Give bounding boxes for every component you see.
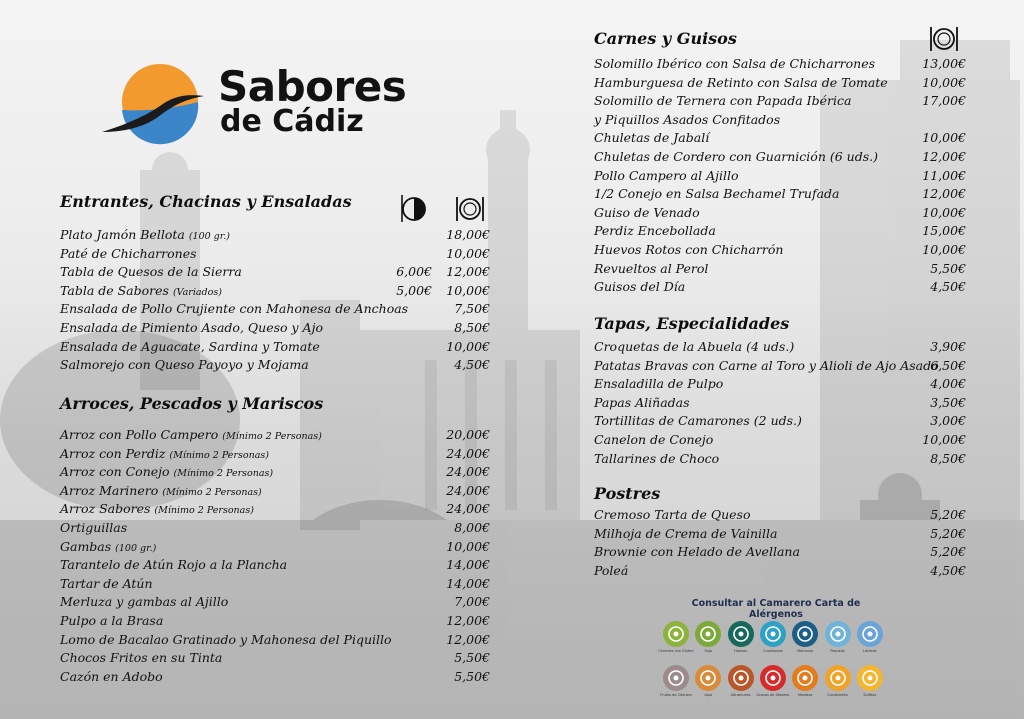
menu-item-title: Merluza y gambas al Ajillo <box>60 594 229 610</box>
allergen-label: Mostaza <box>797 693 813 697</box>
menu-item-title: Hamburguesa de Retinto con Salsa de Tomate <box>594 74 888 90</box>
menu-item-name <box>594 185 839 203</box>
menu-item <box>594 506 966 524</box>
menu-item-price: 10,00€ <box>922 204 966 220</box>
menu-item-title: Chocos Fritos en su Tinta <box>60 650 223 666</box>
menu-item-title: y Piquillos Asados Confitados <box>594 111 781 127</box>
menu-item-title: Paté de Chicharrones <box>60 245 197 261</box>
menu-item-name <box>60 482 262 502</box>
menu-item-title: Arroz Sabores <box>60 501 151 517</box>
menu-item-price: 10,00€ <box>446 338 490 354</box>
menu-item-name <box>60 538 156 558</box>
menu-item-name <box>60 612 163 630</box>
menu-item-title: Ensalada de Aguacate, Sardina y Tomate <box>60 338 320 354</box>
menu-item-name <box>594 241 783 259</box>
menu-item-name <box>60 319 323 337</box>
menu-item-name <box>594 450 719 468</box>
menu-item <box>60 538 490 556</box>
menu-item <box>60 500 490 518</box>
menu-item <box>594 148 966 166</box>
menu-item-title: Arroz con Pollo Campero <box>60 427 219 442</box>
menu-item-name <box>60 556 287 574</box>
egg-icon <box>728 621 754 647</box>
menu-item-title: Pollo Campero al Ajillo <box>594 167 739 183</box>
menu-item <box>594 167 966 185</box>
menu-item-title: Guiso de Venado <box>594 204 700 220</box>
menu-item-price: 8,50€ <box>930 450 966 466</box>
menu-item-title: Arroz con Perdiz <box>60 445 166 461</box>
menu-item-price: 10,00€ <box>922 74 966 90</box>
menu-item-name <box>594 431 713 449</box>
menu-item <box>594 111 966 129</box>
menu-item <box>594 525 966 543</box>
menu-item-title: Tartar de Atún <box>60 575 153 591</box>
menu-item <box>60 426 490 444</box>
gluten-icon <box>663 621 689 647</box>
menu-item-price: 8,00€ <box>454 520 490 535</box>
menu-item-price: 6,50€ <box>930 357 966 373</box>
menu-item-price: 10,00€ <box>446 282 490 298</box>
menu-item-title: Chuletas de Cordero con Guarnición (6 uds.) <box>594 149 878 164</box>
section-title-tapas: Tapas, Especialidades <box>594 314 790 333</box>
menu-item-price: 17,00€ <box>922 93 966 109</box>
menu-item-price: 5,50€ <box>930 260 966 276</box>
section-title-carnes: Carnes y Guisos <box>594 29 737 48</box>
allergen-notice: Consultar al Camarero Carta de Alérgenos <box>691 598 861 620</box>
menu-item-price: 3,50€ <box>930 394 966 410</box>
celery-icon <box>695 665 721 691</box>
menu-item-price: 5,20€ <box>930 544 966 560</box>
menu-item-name <box>594 412 802 430</box>
menu-item-name <box>594 148 878 166</box>
menu-item-title: Ortiguillas <box>60 520 128 535</box>
menu-item <box>60 519 490 537</box>
section-title-postres: Postres <box>594 484 661 503</box>
menu-item <box>594 543 966 561</box>
crustacean-icon <box>760 621 786 647</box>
menu-item-name <box>60 445 269 465</box>
menu-item-price: 24,00€ <box>446 464 490 480</box>
menu-item-title: 1/2 Conejo en Salsa Bechamel Trufada <box>594 186 840 202</box>
menu-item-price: 12,00€ <box>446 264 490 280</box>
menu-item <box>594 375 966 393</box>
menu-item <box>60 482 490 500</box>
menu-item <box>594 55 966 73</box>
peanut-icon <box>825 665 851 691</box>
menu-item-title: Croquetas de la Abuela (4 uds.) <box>594 339 795 354</box>
menu-item-name <box>60 245 197 263</box>
menu-item-name <box>60 426 322 446</box>
menu-item <box>594 241 966 259</box>
menu-item-title: Poleá <box>594 562 629 578</box>
menu-item-title: Tabla de Quesos de la Sierra <box>60 264 242 280</box>
full-portion-icon <box>928 22 960 54</box>
menu-item-name <box>594 357 939 375</box>
menu-item <box>60 556 490 574</box>
menu-item-note: (Mínimo 2 Personas) <box>154 505 254 517</box>
menu-item-title: Perdiz Encebollada <box>594 223 716 239</box>
menu-item <box>60 445 490 463</box>
allergen-label: Lácteos <box>863 649 877 653</box>
menu-item-price: 24,00€ <box>446 482 490 498</box>
allergen-label: Huevos <box>734 649 748 653</box>
menu-item-price: 10,00€ <box>446 538 490 554</box>
menu-item-price: 4,00€ <box>930 376 966 392</box>
allergen-label: Altramuces <box>730 693 751 697</box>
menu-item-name <box>594 74 888 92</box>
menu-item <box>594 222 966 240</box>
menu-item-name <box>594 394 690 412</box>
menu-item <box>594 394 966 412</box>
section-title-arroces: Arroces, Pescados y Mariscos <box>60 394 324 413</box>
menu-item-name <box>594 55 875 73</box>
menu-item-name <box>60 338 320 356</box>
allergen-label: Sulfitos <box>863 693 877 697</box>
menu-item-price: 12,00€ <box>446 613 490 628</box>
menu-item-name <box>60 631 392 649</box>
menu-item-name <box>594 222 716 240</box>
lupin-icon <box>728 665 754 691</box>
menu-item <box>60 338 490 356</box>
menu-item-price: 14,00€ <box>446 575 490 591</box>
menu-item-name <box>60 356 309 374</box>
menu-item-title: Arroz Marinero <box>60 482 159 498</box>
menu-item-price: 12,00€ <box>922 186 966 202</box>
brand-name: Sabores <box>218 62 407 111</box>
menu-item-title: Pulpo a la Brasa <box>60 613 164 628</box>
menu-item-note: (Variados) <box>172 286 222 298</box>
menu-item-title: Arroz con Conejo <box>60 464 170 480</box>
menu-item-price: 12,00€ <box>446 631 490 647</box>
menu-item <box>60 593 490 611</box>
menu-item <box>60 463 490 481</box>
menu-item-price: 4,50€ <box>930 562 966 578</box>
menu-item-title: Guisos del Día <box>594 279 686 295</box>
sesame-icon <box>760 665 786 691</box>
menu-item-title: Tabla de Sabores <box>60 282 169 298</box>
menu-item-name <box>60 263 242 281</box>
menu-item-title: Lomo de Bacalao Gratinado y Mahonesa del Piquillo <box>60 631 392 647</box>
menu-item-name <box>594 204 700 222</box>
mustard-icon <box>792 665 818 691</box>
menu-item-name <box>60 519 127 537</box>
menu-item <box>594 338 966 356</box>
fish-icon <box>825 621 851 647</box>
menu-item-name <box>60 575 153 593</box>
menu-item-price: 7,50€ <box>454 301 490 317</box>
allergen-label: Crustáceos <box>763 649 783 653</box>
menu-item <box>60 356 490 374</box>
menu-item-note: (Mínimo 2 Personas) <box>169 449 269 461</box>
menu-item-name <box>60 463 273 483</box>
menu-item-note: (Mínimo 2 Personas) <box>162 486 262 498</box>
allergen-label: Cereales con Gluten <box>658 649 694 653</box>
menu-item-name <box>594 562 628 580</box>
allergen-label: Soja <box>704 649 713 653</box>
menu-item <box>60 668 490 686</box>
menu-item-title: Chuletas de Jabalí <box>594 130 710 146</box>
menu-item-price: 8,50€ <box>454 320 490 335</box>
menu-item-name <box>60 282 222 302</box>
menu-item-price: 3,90€ <box>930 339 966 354</box>
menu-item-half-price: 5,00€ <box>396 282 432 298</box>
menu-item-price: 5,20€ <box>930 525 966 541</box>
menu-item-price: 20,00€ <box>446 427 490 442</box>
menu-item-price: 5,50€ <box>454 668 490 684</box>
menu-item <box>594 450 966 468</box>
menu-item-note: (100 gr.) <box>115 542 157 554</box>
menu-item-note: (Mínimo 2 Personas) <box>173 468 274 480</box>
menu-item-name <box>60 226 230 246</box>
menu-item-price: 5,50€ <box>454 650 490 666</box>
menu-item <box>60 575 490 593</box>
half-portion-icon <box>398 192 430 224</box>
brand-location: de Cádiz <box>220 104 364 139</box>
menu-item-price: 14,00€ <box>446 557 490 573</box>
menu-item <box>60 631 490 649</box>
menu-item-price: 7,00€ <box>454 594 490 610</box>
allergen-label: Pescado <box>830 649 845 653</box>
menu-item-price: 3,00€ <box>930 413 966 429</box>
menu-item-price: 4,50€ <box>930 279 966 295</box>
menu-item-title: Cazón en Adobo <box>60 668 163 684</box>
allergen-label: Moluscos <box>797 649 814 653</box>
menu-item-title: Cremoso Tarta de Queso <box>594 507 751 522</box>
menu-item-title: Ensalada de Pimiento Asado, Queso y Ajo <box>60 320 323 335</box>
menu-item <box>594 74 966 92</box>
allergen-label: Apio <box>704 693 713 697</box>
brand-logo <box>100 60 430 150</box>
mollusc-icon <box>792 621 818 647</box>
menu-item <box>594 260 966 278</box>
menu-item <box>594 185 966 203</box>
menu-item-title: Papas Aliñadas <box>594 394 690 410</box>
menu-item <box>594 431 966 449</box>
menu-item-title: Solomillo Ibérico con Salsa de Chicharrones <box>594 56 875 71</box>
menu-item-title: Gambas <box>60 538 112 554</box>
menu-item <box>594 357 966 375</box>
allergen-label: Frutos de Cáscara <box>660 693 692 697</box>
menu-item-name <box>594 260 708 278</box>
menu-item-price: 4,50€ <box>454 357 490 373</box>
menu-item-price: 10,00€ <box>446 245 490 261</box>
menu-item-title: Ensalada de Pollo Crujiente con Mahonesa de Anchoas <box>60 301 409 317</box>
menu-item-price: 10,00€ <box>922 130 966 146</box>
menu-item-price: 13,00€ <box>922 56 966 71</box>
menu-item-name <box>60 300 408 318</box>
menu-item <box>594 92 966 110</box>
allergen-label: Granos de Sésamo <box>756 693 790 697</box>
menu-item-name <box>594 375 723 393</box>
menu-item-price: 24,00€ <box>446 501 490 517</box>
menu-item <box>60 282 490 300</box>
menu-item <box>594 278 966 296</box>
menu-item-name <box>60 593 228 611</box>
menu-item-name <box>594 167 739 185</box>
menu-item <box>60 226 490 244</box>
milk-icon <box>857 621 883 647</box>
full-portion-icon <box>454 192 486 224</box>
menu-item <box>60 319 490 337</box>
menu-item-title: Patatas Bravas con Carne al Toro y Alioli de Ajo Asado <box>594 357 939 373</box>
menu-item <box>594 562 966 580</box>
menu-item-price: 12,00€ <box>922 149 966 164</box>
menu-item <box>60 245 490 263</box>
menu-item-title: Brownie con Helado de Avellana <box>594 544 800 560</box>
menu-item <box>60 300 490 318</box>
menu-item-name <box>60 668 163 686</box>
menu-item-name <box>60 649 222 667</box>
menu-item-price: 10,00€ <box>922 432 966 447</box>
section-title-entrantes: Entrantes, Chacinas y Ensaladas <box>60 192 352 211</box>
menu-item-title: Huevos Rotos con Chicharrón <box>594 242 784 257</box>
menu-item-title: Salmorejo con Queso Payoyo y Mojama <box>60 357 309 373</box>
menu-item-title: Solomillo de Ternera con Papada Ibérica <box>594 93 852 109</box>
menu-item-title: Tarantelo de Atún Rojo a la Plancha <box>60 557 288 573</box>
menu-item-name <box>594 92 851 110</box>
menu-item-price: 18,00€ <box>446 227 490 242</box>
menu-item-title: Milhoja de Crema de Vainilla <box>594 525 778 541</box>
menu-item <box>60 612 490 630</box>
menu-item-title: Canelon de Conejo <box>594 432 714 447</box>
menu-item-title: Plato Jamón Bellota <box>60 227 185 242</box>
menu-item-title: Revueltos al Perol <box>594 260 709 276</box>
menu-item-name <box>60 500 254 520</box>
menu-item <box>594 129 966 147</box>
menu-item-price: 11,00€ <box>922 167 966 183</box>
menu-item-title: Tortillitas de Camarones (2 uds.) <box>594 413 802 429</box>
menu-item-price: 24,00€ <box>446 445 490 461</box>
menu-item-price: 10,00€ <box>922 242 966 257</box>
menu-item-note: (Mínimo 2 Personas) <box>222 431 322 442</box>
menu-item <box>594 412 966 430</box>
menu-item-name <box>594 506 750 524</box>
menu-item-price: 15,00€ <box>922 223 966 239</box>
nuts-icon <box>663 665 689 691</box>
menu-item-half-price: 6,00€ <box>396 264 432 280</box>
menu-item-name <box>594 111 780 129</box>
menu-item-name <box>594 278 685 296</box>
menu-item-title: Ensaladilla de Pulpo <box>594 376 724 392</box>
menu-item <box>594 204 966 222</box>
menu-item-note: (100 gr.) <box>188 231 230 242</box>
sulphite-icon <box>857 665 883 691</box>
menu-item-name <box>594 543 800 561</box>
logo-mark-icon <box>100 60 210 145</box>
menu-item-name <box>594 525 777 543</box>
menu-item <box>60 263 490 281</box>
soy-icon <box>695 621 721 647</box>
menu-item <box>60 649 490 667</box>
menu-item-title: Tallarines de Choco <box>594 450 720 466</box>
allergen-label: Cacahuetes <box>827 693 848 697</box>
menu-item-name <box>594 338 794 356</box>
menu-item-price: 5,20€ <box>930 507 966 522</box>
menu-item-name <box>594 129 709 147</box>
